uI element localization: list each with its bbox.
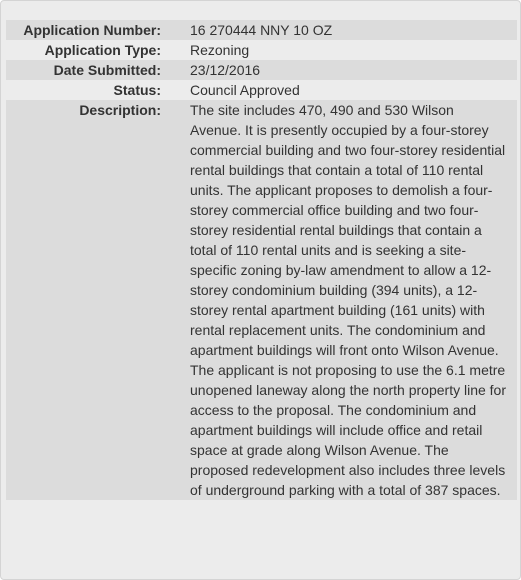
- date-submitted-label: Date Submitted:: [6, 60, 190, 80]
- status-value: Council Approved: [190, 80, 517, 100]
- row-application-number: [6, 20, 517, 40]
- row-status: [6, 80, 517, 100]
- description-value: The site includes 470, 490 and 530 Wilson Avenue. It is presently occupied by a four-storey commercial building and two four-storey residential rental buildings that contain a total of 110 rental units. The applicant proposes to demolish a four-storey commercial office building and two four-storey residential rental buildings that contain a total of 110 rental units and is seeking a site-specific zoning by-law amendment to allow a 12-storey condominium building (394 units), a 12-storey rental apartment building (161 units) with rental replacement units. The condominium and apartment buildings will front onto Wilson Avenue. The applicant is not proposing to use the 6.1 metre unopened laneway along the north property line for access to the proposal. The condominium and apartment buildings will include office and retail space at grade along Wilson Avenue. The proposed redevelopment also includes three levels of underground parking with a total of 387 spaces.: [190, 100, 517, 500]
- description-label: Description:: [6, 100, 190, 500]
- status-label: Status:: [6, 80, 190, 100]
- application-type-value: Rezoning: [190, 40, 517, 60]
- row-application-type: [6, 40, 517, 60]
- application-type-label: Application Type:: [6, 40, 190, 60]
- application-details-table: [6, 20, 517, 500]
- application-number-value: 16 270444 NNY 10 OZ: [190, 20, 517, 40]
- row-description: [6, 100, 517, 500]
- application-number-label: Application Number:: [6, 20, 190, 40]
- row-date-submitted: [6, 60, 517, 80]
- date-submitted-value: 23/12/2016: [190, 60, 517, 80]
